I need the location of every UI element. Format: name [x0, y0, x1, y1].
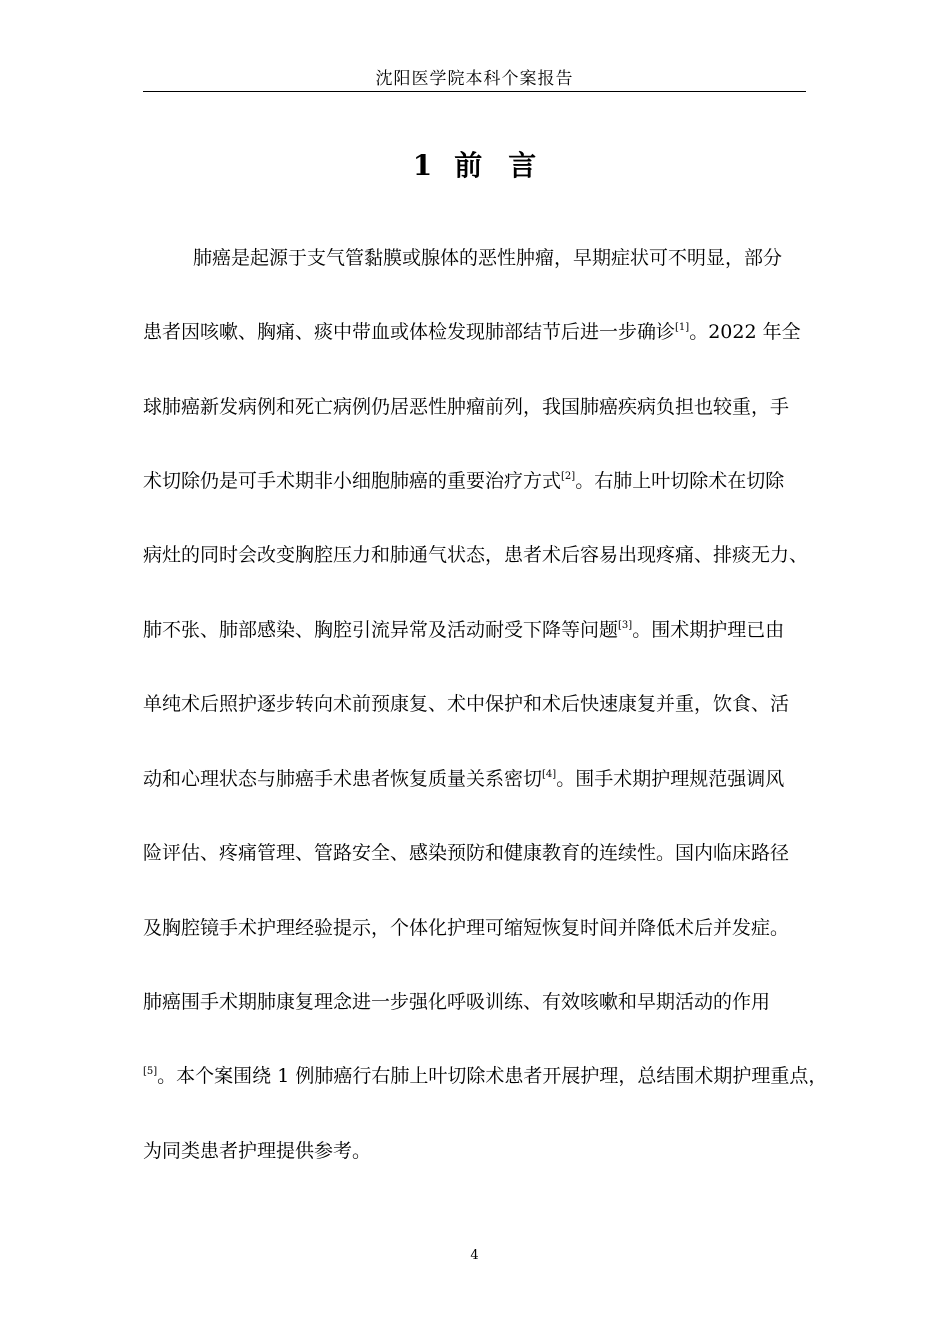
line-text: 及胸腔镜手术护理经验提示，个体化护理可缩短恢复时间并降低术后并发症。	[143, 917, 790, 939]
chapter-title	[143, 146, 806, 186]
citation-ref: [4]	[542, 769, 557, 780]
line-text: 。围术期护理已由	[632, 619, 785, 641]
paragraph-line	[143, 463, 784, 499]
citation-ref: [5]	[143, 1066, 158, 1077]
running-header: 沈阳医学院本科个案报告	[375, 69, 574, 89]
paragraph-line	[143, 835, 789, 871]
citation-ref: [2]	[561, 471, 576, 482]
paragraph-line	[143, 1058, 827, 1094]
chapter-title-char-1: 前	[454, 149, 483, 182]
paragraph-line	[143, 984, 770, 1020]
header-rule	[143, 91, 806, 92]
paragraph-line	[143, 537, 808, 573]
page-number: 4	[470, 1248, 479, 1263]
citation-ref: [1]	[675, 322, 690, 333]
line-text: 肺癌围手术期肺康复理念进一步强化呼吸训练、有效咳嗽和早期活动的作用	[143, 991, 771, 1013]
paragraph-line	[143, 314, 801, 350]
line-text: 。围手术期护理规范强调风	[556, 768, 785, 790]
paragraph-line	[143, 910, 789, 946]
line-text: 肺不张、肺部感染、胸腔引流异常及活动耐受下降等问题	[143, 619, 619, 641]
paragraph-line	[143, 612, 784, 648]
paragraph-line	[143, 1133, 371, 1169]
paragraph-line	[143, 389, 789, 425]
line-text: 。本个案围绕 1 例肺癌行右肺上叶切除术患者开展护理，总结围术期护理重点，	[157, 1065, 828, 1087]
line-text: 球肺癌新发病例和死亡病例仍居恶性肿瘤前列，我国肺癌疾病负担也较重，手	[143, 396, 790, 418]
line-text: 。2022 年全	[689, 321, 801, 343]
line-text: 肺癌是起源于支气管黏膜或腺体的恶性肿瘤，早期症状可不明显，部分	[193, 247, 783, 269]
line-text: 术切除仍是可手术期非小细胞肺癌的重要治疗方式	[143, 470, 562, 492]
citation-ref: [3]	[618, 620, 633, 631]
paragraph-line	[193, 240, 782, 276]
paragraph-line	[143, 686, 789, 722]
chapter-title-char-2: 言	[508, 149, 537, 182]
paragraph-line	[143, 761, 784, 797]
line-text: 为同类患者护理提供参考。	[143, 1140, 372, 1162]
line-text: 。右肺上叶切除术在切除	[575, 470, 785, 492]
line-text: 患者因咳嗽、胸痛、痰中带血或体检发现肺部结节后进一步确诊	[143, 321, 676, 343]
line-text: 动和心理状态与肺癌手术患者恢复质量关系密切	[143, 768, 543, 790]
line-text: 单纯术后照护逐步转向术前预康复、术中保护和术后快速康复并重，饮食、活	[143, 693, 790, 715]
chapter-number: 1	[412, 149, 433, 182]
line-text: 病灶的同时会改变胸腔压力和肺通气状态，患者术后容易出现疼痛、排痰无力、	[143, 544, 809, 566]
line-text: 险评估、疼痛管理、管路安全、感染预防和健康教育的连续性。国内临床路径	[143, 842, 790, 864]
